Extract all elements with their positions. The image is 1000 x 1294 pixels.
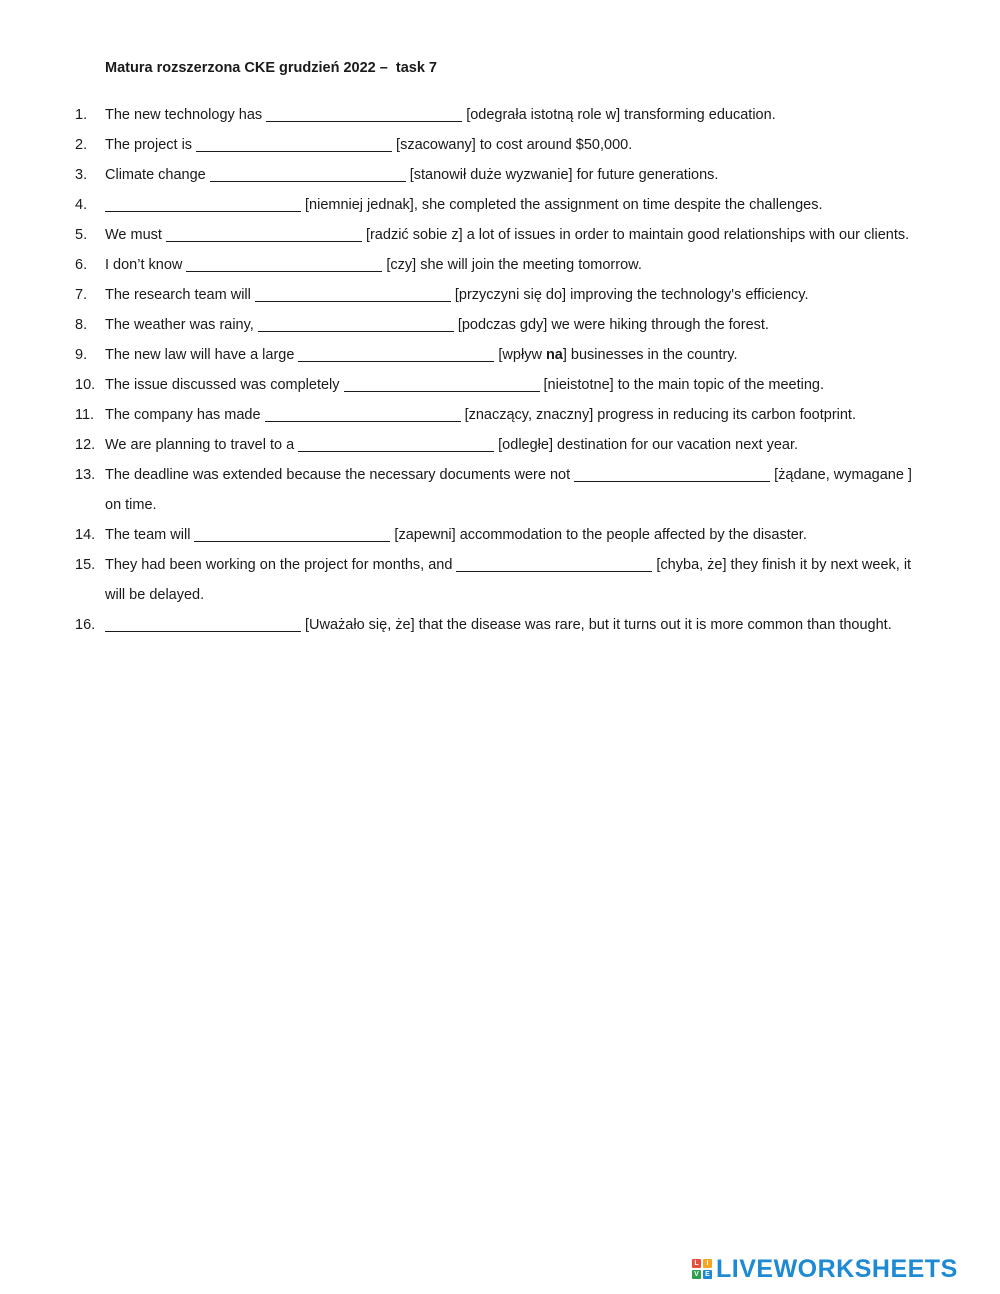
- answer-blank[interactable]: [265, 404, 461, 422]
- item-text-line: [105, 550, 911, 580]
- item-text-line: [105, 130, 632, 160]
- exercise-item: [75, 430, 945, 460]
- text-segment: The deadline was extended because the necessary documents were not: [105, 467, 571, 483]
- answer-blank[interactable]: [210, 164, 406, 182]
- item-text-line: [105, 100, 776, 130]
- answer-blank[interactable]: [298, 344, 494, 362]
- item-number: 15.: [75, 557, 96, 573]
- item-text-line: [105, 310, 769, 340]
- logo-tile-v: V: [692, 1270, 701, 1279]
- exercise-item: [75, 550, 945, 610]
- text-segment: will be delayed.: [105, 587, 205, 603]
- item-text-line: [105, 430, 798, 460]
- text-segment: ] businesses in the country.: [562, 347, 738, 363]
- answer-blank[interactable]: [186, 254, 382, 272]
- text-segment: [zapewni] accommodation to the people affected by the disaster.: [394, 527, 807, 543]
- text-segment: [odległe] destination for our vacation next year.: [498, 437, 799, 453]
- text-segment: [czy] she will join the meeting tomorrow.: [386, 257, 642, 273]
- item-text-line: [105, 160, 718, 190]
- item-number: 4.: [75, 197, 88, 213]
- exercise-item: [75, 370, 945, 400]
- bold-text: na: [545, 347, 563, 363]
- item-number: 12.: [75, 437, 96, 453]
- text-segment: The issue discussed was completely: [105, 377, 340, 393]
- answer-blank[interactable]: [105, 614, 301, 632]
- text-segment: [niemniej jednak], she completed the assignment on time despite the challenges.: [305, 197, 823, 213]
- liveworksheets-logo-icon: [692, 1259, 712, 1279]
- text-segment: [radzić sobie z] a lot of issues in order to maintain good relationships with our clients.: [365, 227, 910, 243]
- text-segment: on time.: [105, 497, 157, 513]
- item-number: 9.: [75, 347, 88, 363]
- exercise-item: [75, 340, 945, 370]
- text-segment: [Uważało się, że] that the disease was rare, but it turns out it is more common than thought.: [305, 617, 892, 633]
- item-number: 2.: [75, 137, 88, 153]
- answer-blank[interactable]: [166, 224, 362, 242]
- text-segment: The weather was rainy,: [105, 317, 254, 333]
- item-text-line: [105, 610, 892, 640]
- item-number: 5.: [75, 227, 88, 243]
- exercise-item: [75, 520, 945, 550]
- answer-blank[interactable]: [258, 314, 454, 332]
- item-text-line: [105, 400, 856, 430]
- text-segment: The new technology has: [105, 107, 263, 123]
- item-text-line: [105, 250, 642, 280]
- item-number: 7.: [75, 287, 88, 303]
- text-segment: [szacowany] to cost around $50,000.: [396, 137, 633, 153]
- logo-tile-i: I: [703, 1259, 712, 1268]
- exercise-item: [75, 310, 945, 340]
- text-segment: [podczas gdy] we were hiking through the forest.: [457, 317, 769, 333]
- text-segment: They had been working on the project for months, and: [105, 557, 453, 573]
- item-number: 8.: [75, 317, 88, 333]
- exercise-item: [75, 610, 945, 640]
- item-number: 3.: [75, 167, 88, 183]
- item-number: 14.: [75, 527, 96, 543]
- text-segment: The research team will: [105, 287, 251, 303]
- text-segment: [stanowił duże wyzwanie] for future generations.: [409, 167, 719, 183]
- item-number: 10.: [75, 377, 96, 393]
- item-text-line: [105, 220, 909, 250]
- item-number: 1.: [75, 107, 88, 123]
- text-segment: The project is: [105, 137, 193, 153]
- logo-text: LIVEWORKSHEETS: [716, 1254, 958, 1283]
- text-segment: The company has made: [105, 407, 261, 423]
- exercise-item: [75, 460, 945, 520]
- answer-blank[interactable]: [574, 464, 770, 482]
- text-segment: [odegrała istotną role w] transforming education.: [466, 107, 776, 123]
- text-segment: Climate change: [105, 167, 206, 183]
- text-segment: I don’t know: [105, 257, 183, 273]
- item-number: 13.: [75, 467, 96, 483]
- text-segment: The team will: [105, 527, 191, 543]
- text-segment: [wpływ: [498, 347, 546, 363]
- text-segment: [żądane, wymagane ]: [774, 467, 912, 483]
- text-segment: We are planning to travel to a: [105, 437, 295, 453]
- text-segment: The new law will have a large: [105, 347, 295, 363]
- item-text-line: [105, 280, 808, 310]
- item-number: 16.: [75, 617, 96, 633]
- text-segment: We must: [105, 227, 162, 243]
- item-text-line: [105, 460, 912, 490]
- item-number: 11.: [75, 407, 95, 423]
- exercise-item: [75, 100, 945, 130]
- text-segment: [znaczący, znaczny] progress in reducing its carbon footprint.: [464, 407, 856, 423]
- exercise-item: [75, 190, 945, 220]
- answer-blank[interactable]: [344, 374, 540, 392]
- answer-blank[interactable]: [266, 104, 462, 122]
- item-number: 6.: [75, 257, 88, 273]
- exercise-item: [75, 160, 945, 190]
- item-text-line: [105, 190, 822, 220]
- exercise-item: [75, 220, 945, 250]
- exercise-item: [75, 400, 945, 430]
- item-text-line: [105, 340, 738, 370]
- item-text-line: [105, 520, 807, 550]
- exercise-item: [75, 280, 945, 310]
- item-text-line: [105, 580, 204, 610]
- answer-blank[interactable]: [196, 134, 392, 152]
- logo-tile-l: L: [692, 1259, 701, 1268]
- item-text-line: [105, 370, 824, 400]
- answer-blank[interactable]: [105, 194, 301, 212]
- answer-blank[interactable]: [298, 434, 494, 452]
- item-text-line: [105, 490, 157, 520]
- liveworksheets-logo: [692, 1254, 958, 1284]
- exercise-item: [75, 130, 945, 160]
- text-segment: [nieistotne] to the main topic of the meeting.: [543, 377, 825, 393]
- worksheet-title: Matura rozszerzona CKE grudzień 2022 – task 7: [105, 60, 437, 76]
- logo-tile-e: E: [703, 1270, 712, 1279]
- exercise-item: [75, 250, 945, 280]
- answer-blank[interactable]: [255, 284, 451, 302]
- text-segment: [przyczyni się do] improving the technology's efficiency.: [454, 287, 809, 303]
- answer-blank[interactable]: [194, 524, 390, 542]
- text-segment: [chyba, że] they finish it by next week, it: [656, 557, 912, 573]
- answer-blank[interactable]: [456, 554, 652, 572]
